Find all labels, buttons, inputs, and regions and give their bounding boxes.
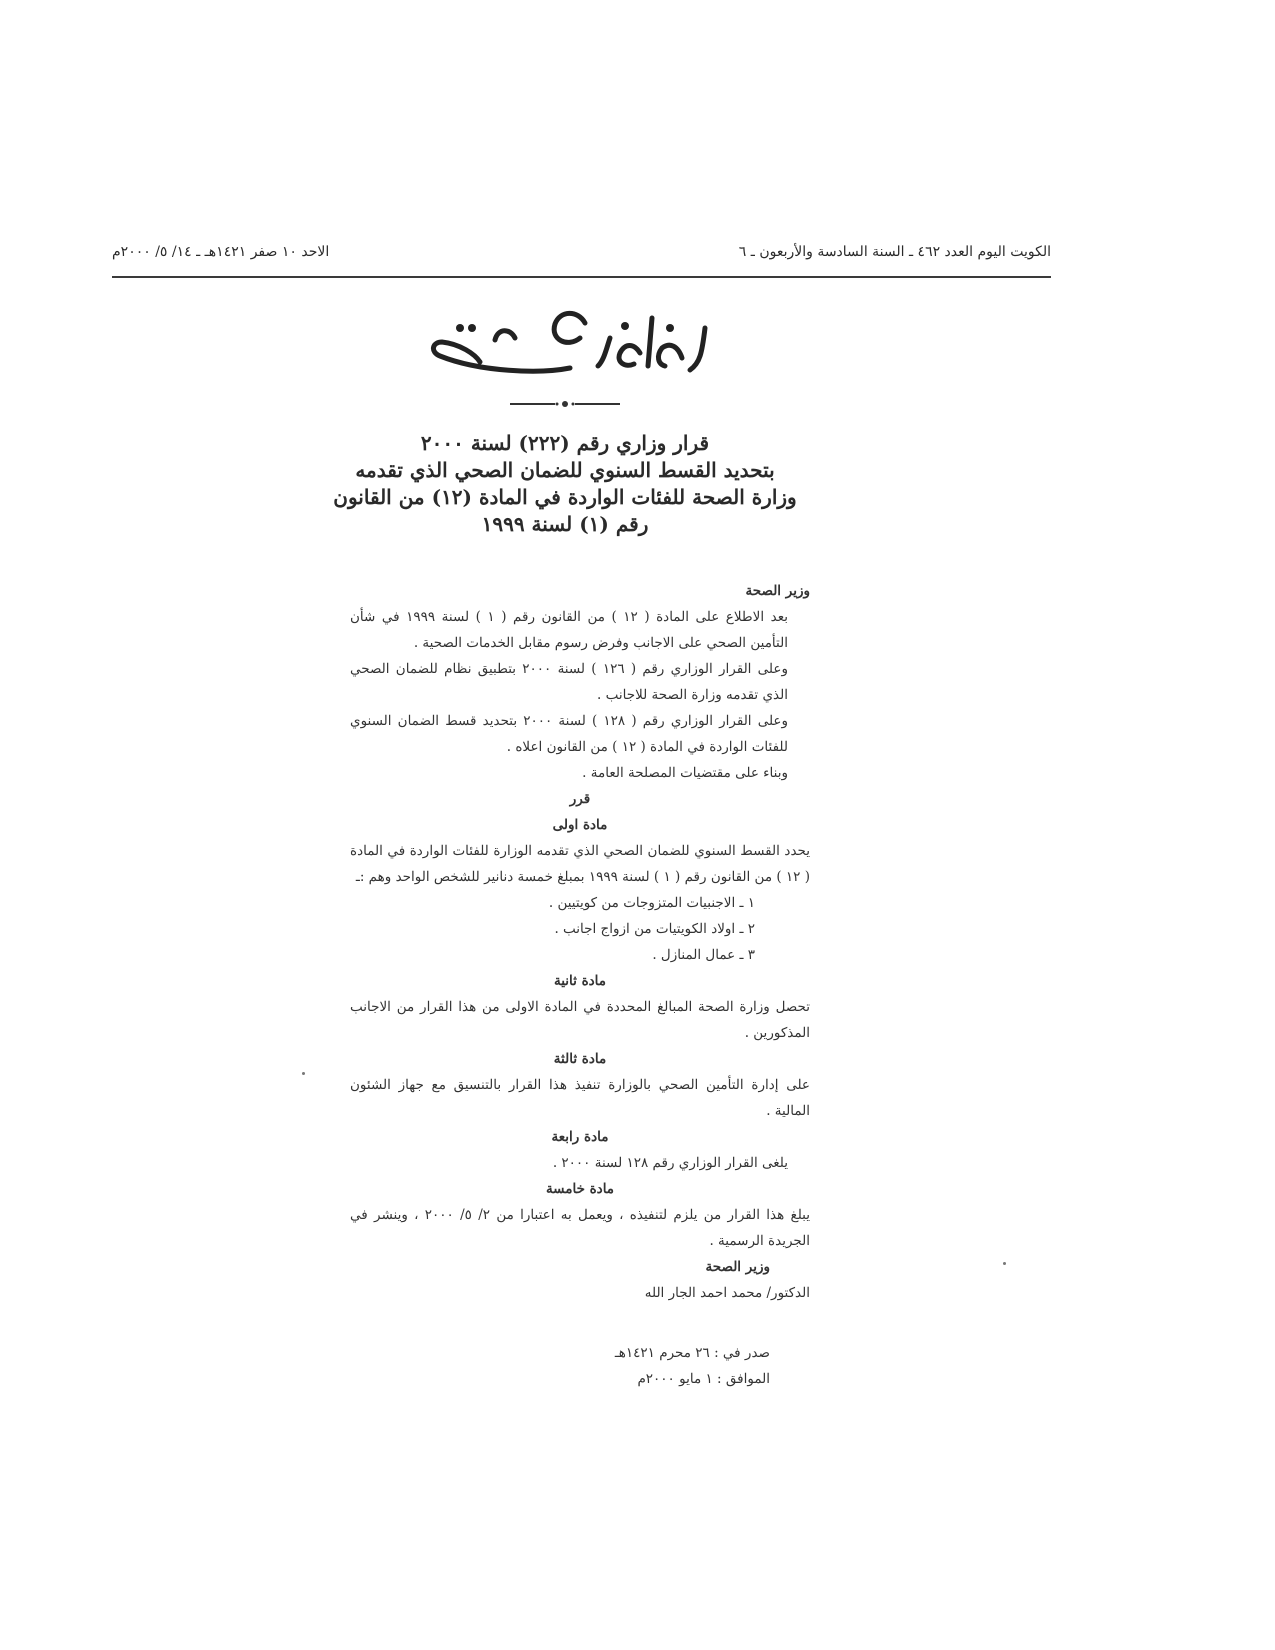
issued-hijri: صدر في : ٢٦ محرم ١٤٢١هـ <box>614 1345 770 1361</box>
issuer-heading: وزير الصحة <box>745 583 810 599</box>
title-line-3: وزارة الصحة للفئات الواردة في المادة (١٢) من القانون <box>333 485 797 509</box>
decided-heading: قرر <box>569 791 591 807</box>
article-1-heading: مادة اولى <box>552 817 608 833</box>
scan-speck <box>1003 1262 1006 1265</box>
preamble-4: وبناء على مقتضيات المصلحة العامة . <box>582 765 788 781</box>
preamble-1: بعد الاطلاع على المادة ( ١٢ ) من القانون رقم ( ١ ) لسنة ١٩٩٩ في شأن التأمين الصحي على الاجانب وفرض رسوم مقابل الخدمات الصحية . <box>350 609 788 651</box>
article-5-heading: مادة خامسة <box>545 1181 615 1197</box>
ornament-divider <box>505 396 625 412</box>
signature-name: الدكتور/ محمد احمد الجار الله <box>644 1285 810 1301</box>
decree-body <box>350 578 810 1306</box>
ministry-calligraphy-logo <box>420 298 720 403</box>
article-1-text: يحدد القسط السنوي للضمان الصحي الذي تقدمه الوزارة للفئات الواردة في المادة ( ١٢ ) من القانون رقم ( ١ ) لسنة ١٩٩٩ بمبلغ خمسة دنانير للشخص الواحد وهم :ـ <box>350 843 810 885</box>
article-3-text: على إدارة التأمين الصحي بالوزارة تنفيذ هذا القرار بالتنسيق مع جهاز الشئون المالية . <box>350 1077 810 1119</box>
article-1-item-3: ٣ ـ عمال المنازل . <box>652 947 755 963</box>
preamble-3: وعلى القرار الوزاري رقم ( ١٢٨ ) لسنة ٢٠٠٠ بتحديد قسط الضمان السنوي للفئات الواردة في المادة ( ١٢ ) من القانون اعلاه . <box>350 713 788 755</box>
article-5-text: يبلغ هذا القرار من يلزم لتنفيذه ، ويعمل به اعتبارا من ٢/ ٥/ ٢٠٠٠ ، وينشر في الجريدة الرسمية . <box>350 1207 810 1249</box>
issue-dates <box>590 1340 770 1392</box>
preamble-2: وعلى القرار الوزاري رقم ( ١٢٦ ) لسنة ٢٠٠٠ بتطبيق نظام للضمان الصحي الذي تقدمه وزارة الصحة للاجانب . <box>350 661 788 703</box>
header-divider <box>112 276 1051 278</box>
issue-info: الكويت اليوم العدد ٤٦٢ ـ السنة السادسة والأربعون ـ ٦ <box>738 244 1051 260</box>
decree-title <box>330 430 800 538</box>
article-1-item-2: ٢ ـ اولاد الكويتيات من ازواج اجانب . <box>554 921 755 937</box>
signature-title: وزير الصحة <box>705 1259 770 1275</box>
article-2-heading: مادة ثانية <box>553 973 607 989</box>
article-4-text: يلغى القرار الوزاري رقم ١٢٨ لسنة ٢٠٠٠ . <box>552 1155 788 1171</box>
scan-speck <box>302 1072 305 1075</box>
page-header <box>112 244 1051 270</box>
title-line-2: بتحديد القسط السنوي للضمان الصحي الذي تقدمه <box>355 458 775 482</box>
article-3-heading: مادة ثالثة <box>553 1051 607 1067</box>
title-line-4: رقم (١) لسنة ١٩٩٩ <box>481 512 649 536</box>
issued-gregorian: الموافق : ١ مايو ٢٠٠٠م <box>637 1371 770 1387</box>
article-2-text: تحصل وزارة الصحة المبالغ المحددة في المادة الاولى من هذا القرار من الاجانب المذكورين . <box>350 999 810 1041</box>
article-4-heading: مادة رابعة <box>551 1129 609 1145</box>
issue-date: الاحد ١٠ صفر ١٤٢١هـ ـ ١٤/ ٥/ ٢٠٠٠م <box>112 244 330 260</box>
article-1-item-1: ١ ـ الاجنبيات المتزوجات من كويتيين . <box>548 895 755 911</box>
title-line-1: قرار وزاري رقم (٢٢٢) لسنة ٢٠٠٠ <box>420 431 710 455</box>
